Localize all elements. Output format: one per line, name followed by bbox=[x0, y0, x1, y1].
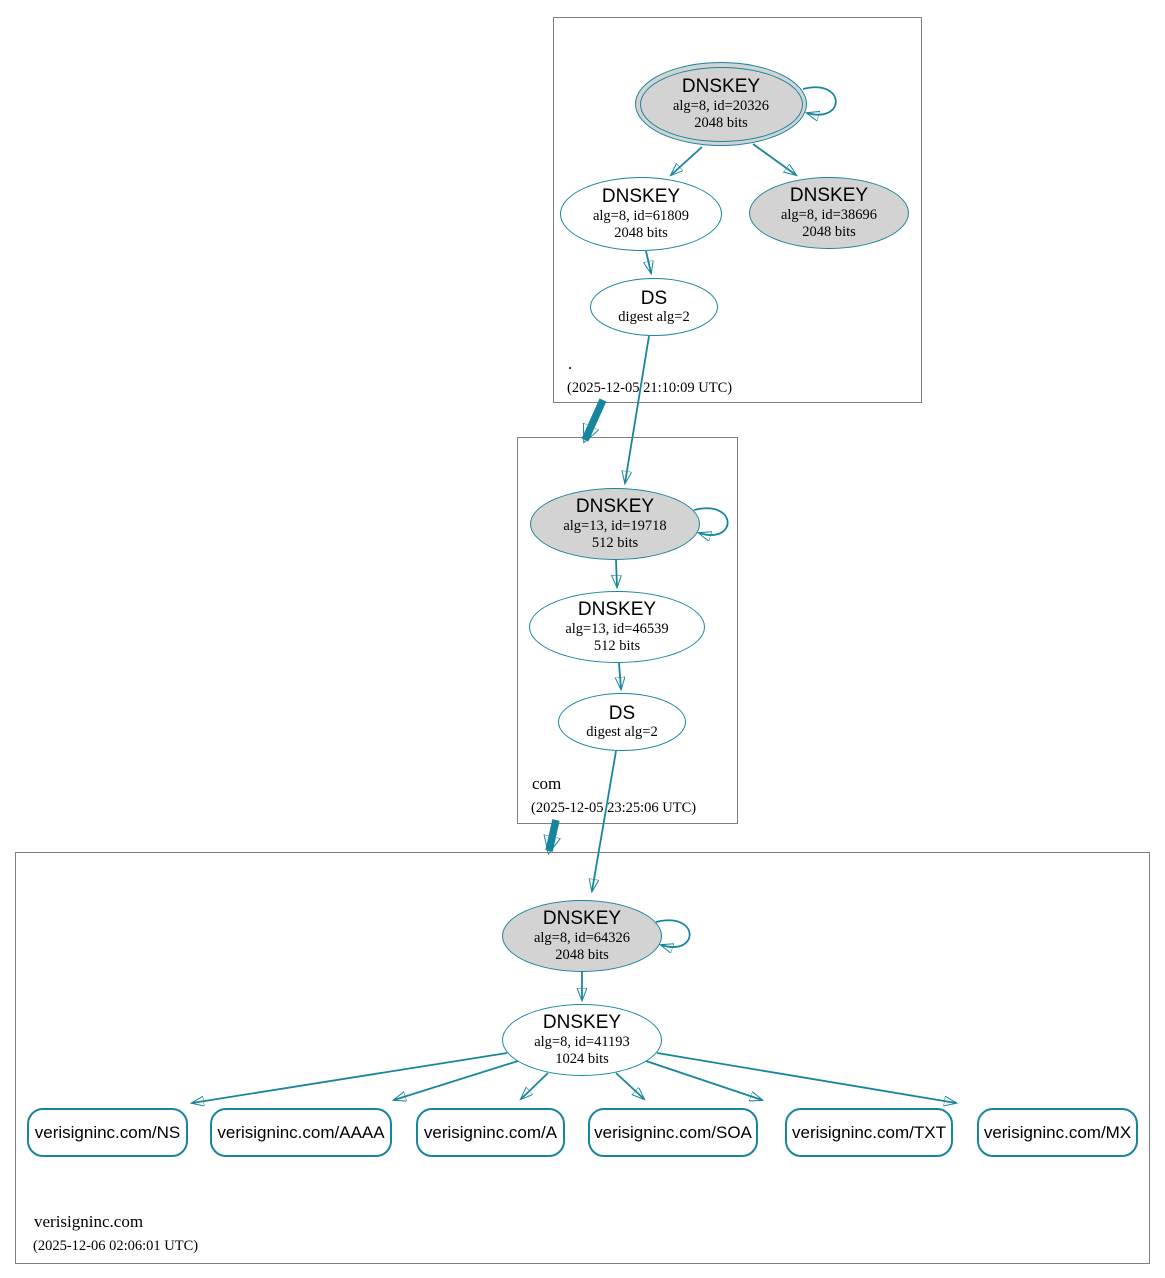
edge-delegation-root-to-com bbox=[585, 400, 603, 440]
node-detail: alg=8, id=41193 bbox=[534, 1033, 630, 1050]
node-verisign-zsk[interactable] bbox=[502, 1004, 662, 1076]
rrset-soa[interactable]: verisigninc.com/SOA bbox=[588, 1108, 758, 1157]
node-bits: 2048 bits bbox=[555, 946, 609, 963]
zone-timestamp-root: (2025-12-05 21:10:09 UTC) bbox=[567, 380, 733, 396]
node-com-ds[interactable] bbox=[558, 693, 686, 751]
node-title: DNSKEY bbox=[577, 599, 657, 621]
node-root-ksk2[interactable] bbox=[749, 177, 909, 249]
node-detail: alg=8, id=64326 bbox=[533, 929, 631, 946]
node-com-zsk[interactable] bbox=[529, 591, 705, 663]
node-title: DNSKEY bbox=[601, 186, 681, 208]
zone-name-com: com bbox=[532, 774, 562, 793]
rrset-mx[interactable]: verisigninc.com/MX bbox=[977, 1108, 1138, 1157]
node-detail: alg=13, id=46539 bbox=[565, 620, 669, 637]
node-root-ds[interactable] bbox=[590, 278, 718, 336]
node-bits: 2048 bits bbox=[614, 224, 668, 241]
node-bits: 512 bits bbox=[593, 637, 641, 654]
rrset-txt[interactable]: verisigninc.com/TXT bbox=[785, 1108, 953, 1157]
zone-name-verisigninc-com: verisigninc.com bbox=[34, 1212, 144, 1231]
zone-name-root: . bbox=[568, 354, 573, 373]
zone-timestamp-com: (2025-12-05 23:25:06 UTC) bbox=[531, 800, 697, 816]
rrset-aaaa[interactable]: verisigninc.com/AAAA bbox=[210, 1108, 392, 1157]
node-detail: alg=13, id=19718 bbox=[563, 517, 667, 534]
node-title: DNSKEY bbox=[681, 76, 761, 98]
zone-timestamp-verisigninc-com: (2025-12-06 02:06:01 UTC) bbox=[33, 1238, 199, 1254]
rrset-a[interactable]: verisigninc.com/A bbox=[416, 1108, 565, 1157]
node-title: DS bbox=[608, 702, 636, 724]
node-root-ksk[interactable] bbox=[635, 62, 807, 146]
node-root-zsk[interactable] bbox=[560, 177, 722, 251]
node-title: DNSKEY bbox=[789, 185, 869, 207]
node-detail: alg=8, id=61809 bbox=[592, 207, 690, 224]
edge-delegation-com-to-verisign bbox=[549, 820, 556, 851]
node-detail: alg=8, id=20326 bbox=[672, 97, 770, 114]
node-verisign-ksk[interactable] bbox=[502, 900, 662, 972]
node-bits: 512 bits bbox=[591, 534, 639, 551]
node-title: DS bbox=[640, 287, 668, 309]
rrset-ns[interactable]: verisigninc.com/NS bbox=[27, 1108, 188, 1157]
node-detail: alg=8, id=38696 bbox=[780, 206, 878, 223]
node-detail: digest alg=2 bbox=[618, 309, 690, 326]
node-bits: 1024 bits bbox=[555, 1050, 609, 1067]
node-detail: digest alg=2 bbox=[586, 724, 658, 741]
node-title: DNSKEY bbox=[542, 1012, 622, 1034]
node-com-ksk[interactable] bbox=[530, 488, 700, 560]
node-title: DNSKEY bbox=[542, 908, 622, 930]
node-bits: 2048 bits bbox=[802, 223, 856, 240]
node-bits: 2048 bits bbox=[694, 114, 748, 131]
node-title: DNSKEY bbox=[575, 496, 655, 518]
